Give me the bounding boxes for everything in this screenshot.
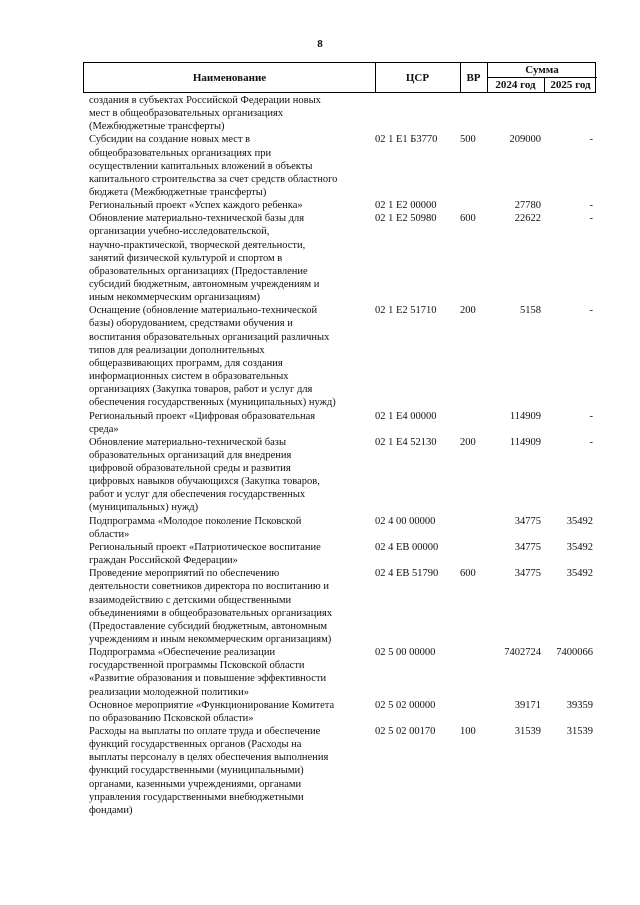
- table-row: [83, 133, 596, 199]
- row-name-line: граждан Российской Федерации»: [89, 555, 238, 567]
- row-name-line: Проведение мероприятий по обеспечению: [89, 568, 280, 580]
- row-name-line: (Межбюджетные трансферты): [89, 121, 225, 133]
- row-sum-2024: 22622: [514, 213, 541, 225]
- row-name-line: общеразвивающих программ, для создания: [89, 357, 283, 369]
- row-name-line: взаимодействию с детскими общественными: [89, 594, 292, 606]
- row-name: [89, 94, 372, 133]
- row-sum-2025: -: [589, 305, 593, 317]
- row-sum-2025: 35492: [566, 542, 593, 554]
- row-sum-2025: -: [589, 213, 593, 225]
- row-sum-2025: 31539: [566, 726, 593, 738]
- row-name-line: области»: [89, 528, 130, 540]
- row-name: [89, 541, 372, 567]
- row-name: [89, 199, 372, 212]
- row-name-line: реализации молодежной политики»: [89, 686, 250, 698]
- table-row: [83, 567, 596, 646]
- row-sum-2025: 39359: [566, 699, 593, 711]
- header-year-2025: 2025 год: [550, 78, 591, 91]
- table-row: [83, 304, 596, 409]
- row-csr: 02 5 02 00170: [375, 726, 436, 738]
- row-name-line: Субсидии на создание новых мест в: [89, 134, 251, 146]
- row-name-line: органами, казенными учреждениями, органами: [89, 778, 302, 790]
- row-sum-2024: 209000: [509, 134, 541, 146]
- header-csr: ЦСР: [375, 63, 461, 92]
- row-name-line: информационных систем в образовательных: [89, 370, 289, 382]
- row-vr: 200: [460, 305, 476, 317]
- row-vr: 500: [460, 134, 476, 146]
- row-name-line: функций государственных органов (Расходы на: [89, 739, 302, 751]
- row-name-line: осуществлении капитальных вложений в объекты: [89, 160, 313, 172]
- row-name-line: управления государственными внебюджетными: [89, 791, 304, 803]
- table-row: [83, 699, 596, 725]
- row-sum-2024: 31539: [514, 726, 541, 738]
- row-name-line: организации учебно-исследовательской,: [89, 226, 270, 238]
- row-csr: 02 1 E2 00000: [375, 200, 437, 212]
- row-sum-2024: 34775: [514, 568, 541, 580]
- row-name: [89, 699, 372, 725]
- row-name-line: субсидий бюджетным, автономным учреждениям и: [89, 278, 320, 290]
- row-name: [89, 133, 372, 198]
- row-name-line: обеспечения государственных (муниципальных) нужд): [89, 397, 336, 409]
- row-name-line: занятий физической культурой и спортом в: [89, 252, 283, 264]
- page-number: 8: [317, 38, 323, 50]
- header-vr: ВР: [460, 63, 488, 92]
- row-name-line: объединениями в общеобразовательных организациях: [89, 607, 333, 619]
- row-name-line: (Предоставление субсидий бюджетным, автономным: [89, 620, 328, 632]
- table-row: [83, 725, 596, 817]
- row-csr: 02 5 00 00000: [375, 647, 436, 659]
- row-name-line: Региональный проект «Патриотическое воспитание: [89, 542, 321, 554]
- row-csr: 02 4 EB 00000: [375, 542, 439, 554]
- row-sum-2025: 35492: [566, 515, 593, 527]
- row-csr: 02 1 E4 52130: [375, 436, 437, 448]
- row-name-line: типов для реализации дополнительных: [89, 344, 265, 356]
- row-name-line: общеобразовательных организациях при: [89, 147, 272, 159]
- header-year-2024: 2024 год: [487, 77, 545, 92]
- row-name-line: выплаты персоналу в целях обеспечения выполнения: [89, 752, 329, 764]
- row-csr: 02 5 02 00000: [375, 699, 436, 711]
- table-row: [83, 515, 596, 541]
- row-sum-2025: -: [589, 410, 593, 422]
- row-name: [89, 410, 372, 436]
- row-name-line: учреждениям и иным некоммерческим организациям): [89, 633, 332, 645]
- row-sum-2024: 34775: [514, 515, 541, 527]
- row-sum-2024: 5158: [520, 305, 541, 317]
- row-name-line: Оснащение (обновление материально-технической: [89, 305, 318, 317]
- row-name-line: образовательных организациях (Предоставление: [89, 265, 308, 277]
- row-name-line: Региональный проект «Цифровая образовательная: [89, 410, 316, 422]
- row-name-line: «Развитие образования и повышение эффективности: [89, 673, 327, 685]
- row-name: [89, 725, 372, 817]
- table-row: [83, 541, 596, 567]
- row-name-line: Региональный проект «Успех каждого ребенка»: [89, 200, 303, 212]
- row-vr: 600: [460, 568, 476, 580]
- row-csr: 02 1 E4 00000: [375, 410, 437, 422]
- row-name-line: бюджета (Межбюджетные трансферты): [89, 186, 267, 198]
- row-vr: 600: [460, 213, 476, 225]
- row-name-line: Расходы на выплаты по оплате труда и обеспечение: [89, 726, 321, 738]
- row-name-line: Обновление материально-технической базы: [89, 436, 286, 448]
- row-name-line: деятельности советников директора по воспитанию и: [89, 581, 329, 593]
- row-name-line: работ и услуг для обеспечения государственных: [89, 489, 306, 501]
- row-sum-2024: 114909: [509, 410, 541, 422]
- table-row: [83, 212, 596, 304]
- row-name-line: Подпрограмма «Молодое поколение Псковской: [89, 515, 302, 527]
- header-sum: Сумма: [487, 63, 597, 78]
- row-name: [89, 304, 372, 409]
- row-name-line: цифровой образовательной среды и развития: [89, 463, 291, 475]
- table-row: [83, 410, 596, 436]
- row-sum-2024: 7402724: [504, 647, 541, 659]
- row-name-line: Подпрограмма «Обеспечение реализации: [89, 647, 276, 659]
- row-csr: 02 1 E2 51710: [375, 305, 437, 317]
- row-name-line: государственной программы Псковской области: [89, 660, 305, 672]
- row-name-line: цифровых навыков обучающихся (Закупка товаров,: [89, 476, 320, 488]
- row-sum-2025: 7400066: [556, 647, 593, 659]
- row-name-line: (муниципальных) нужд): [89, 502, 199, 514]
- row-csr: 02 1 E1 Б3770: [375, 134, 438, 146]
- table-row: [83, 436, 596, 515]
- row-csr: 02 4 00 00000: [375, 515, 436, 527]
- table-row: [83, 646, 596, 699]
- row-name-line: капитального строительства за счет средств областного: [89, 173, 338, 185]
- row-sum-2025: 35492: [566, 568, 593, 580]
- row-name-line: иным некоммерческим организациям): [89, 291, 260, 303]
- row-name-line: образовательных организаций для внедрения: [89, 449, 292, 461]
- row-name: [89, 212, 372, 304]
- row-sum-2024: 27780: [514, 200, 541, 212]
- row-sum-2024: 39171: [514, 699, 541, 711]
- row-name: [89, 567, 372, 646]
- row-name-line: среда»: [89, 423, 119, 435]
- row-name-line: организациях (Закупка товаров, работ и услуг для: [89, 383, 313, 395]
- row-sum-2024: 114909: [509, 436, 541, 448]
- row-name-line: базы) оборудованием, средствами обучения и: [89, 318, 293, 330]
- row-name-line: научно-практической, творческой деятельности,: [89, 239, 306, 251]
- row-sum-2024: 34775: [514, 542, 541, 554]
- row-sum-2025: -: [589, 134, 593, 146]
- row-name: [89, 515, 372, 541]
- row-name-line: функций государственными (муниципальными): [89, 765, 304, 777]
- row-name: [89, 646, 372, 698]
- row-name-line: по образованию Псковской области»: [89, 712, 254, 724]
- row-csr: 02 4 EB 51790: [375, 568, 439, 580]
- header-name: Наименование: [84, 63, 376, 92]
- row-name-line: Обновление материально-технической базы для: [89, 213, 305, 225]
- row-name: [89, 436, 372, 515]
- row-csr: 02 1 E2 50980: [375, 213, 437, 225]
- table-row: [83, 94, 596, 133]
- row-name-line: фондами): [89, 804, 133, 816]
- table-row: [83, 199, 596, 212]
- row-sum-2025: -: [589, 436, 593, 448]
- row-sum-2025: -: [589, 200, 593, 212]
- row-name-line: создания в субъектах Российской Федерации новых: [89, 95, 321, 106]
- row-name-line: Основное мероприятие «Функционирование Комитета: [89, 699, 335, 711]
- row-vr: 200: [460, 436, 476, 448]
- header-sum-group: [487, 63, 597, 92]
- row-vr: 100: [460, 726, 476, 738]
- row-name-line: мест в общеобразовательных организациях: [89, 108, 284, 120]
- row-name-line: воспитания образовательных организаций различных: [89, 331, 330, 343]
- table-header: [83, 62, 596, 93]
